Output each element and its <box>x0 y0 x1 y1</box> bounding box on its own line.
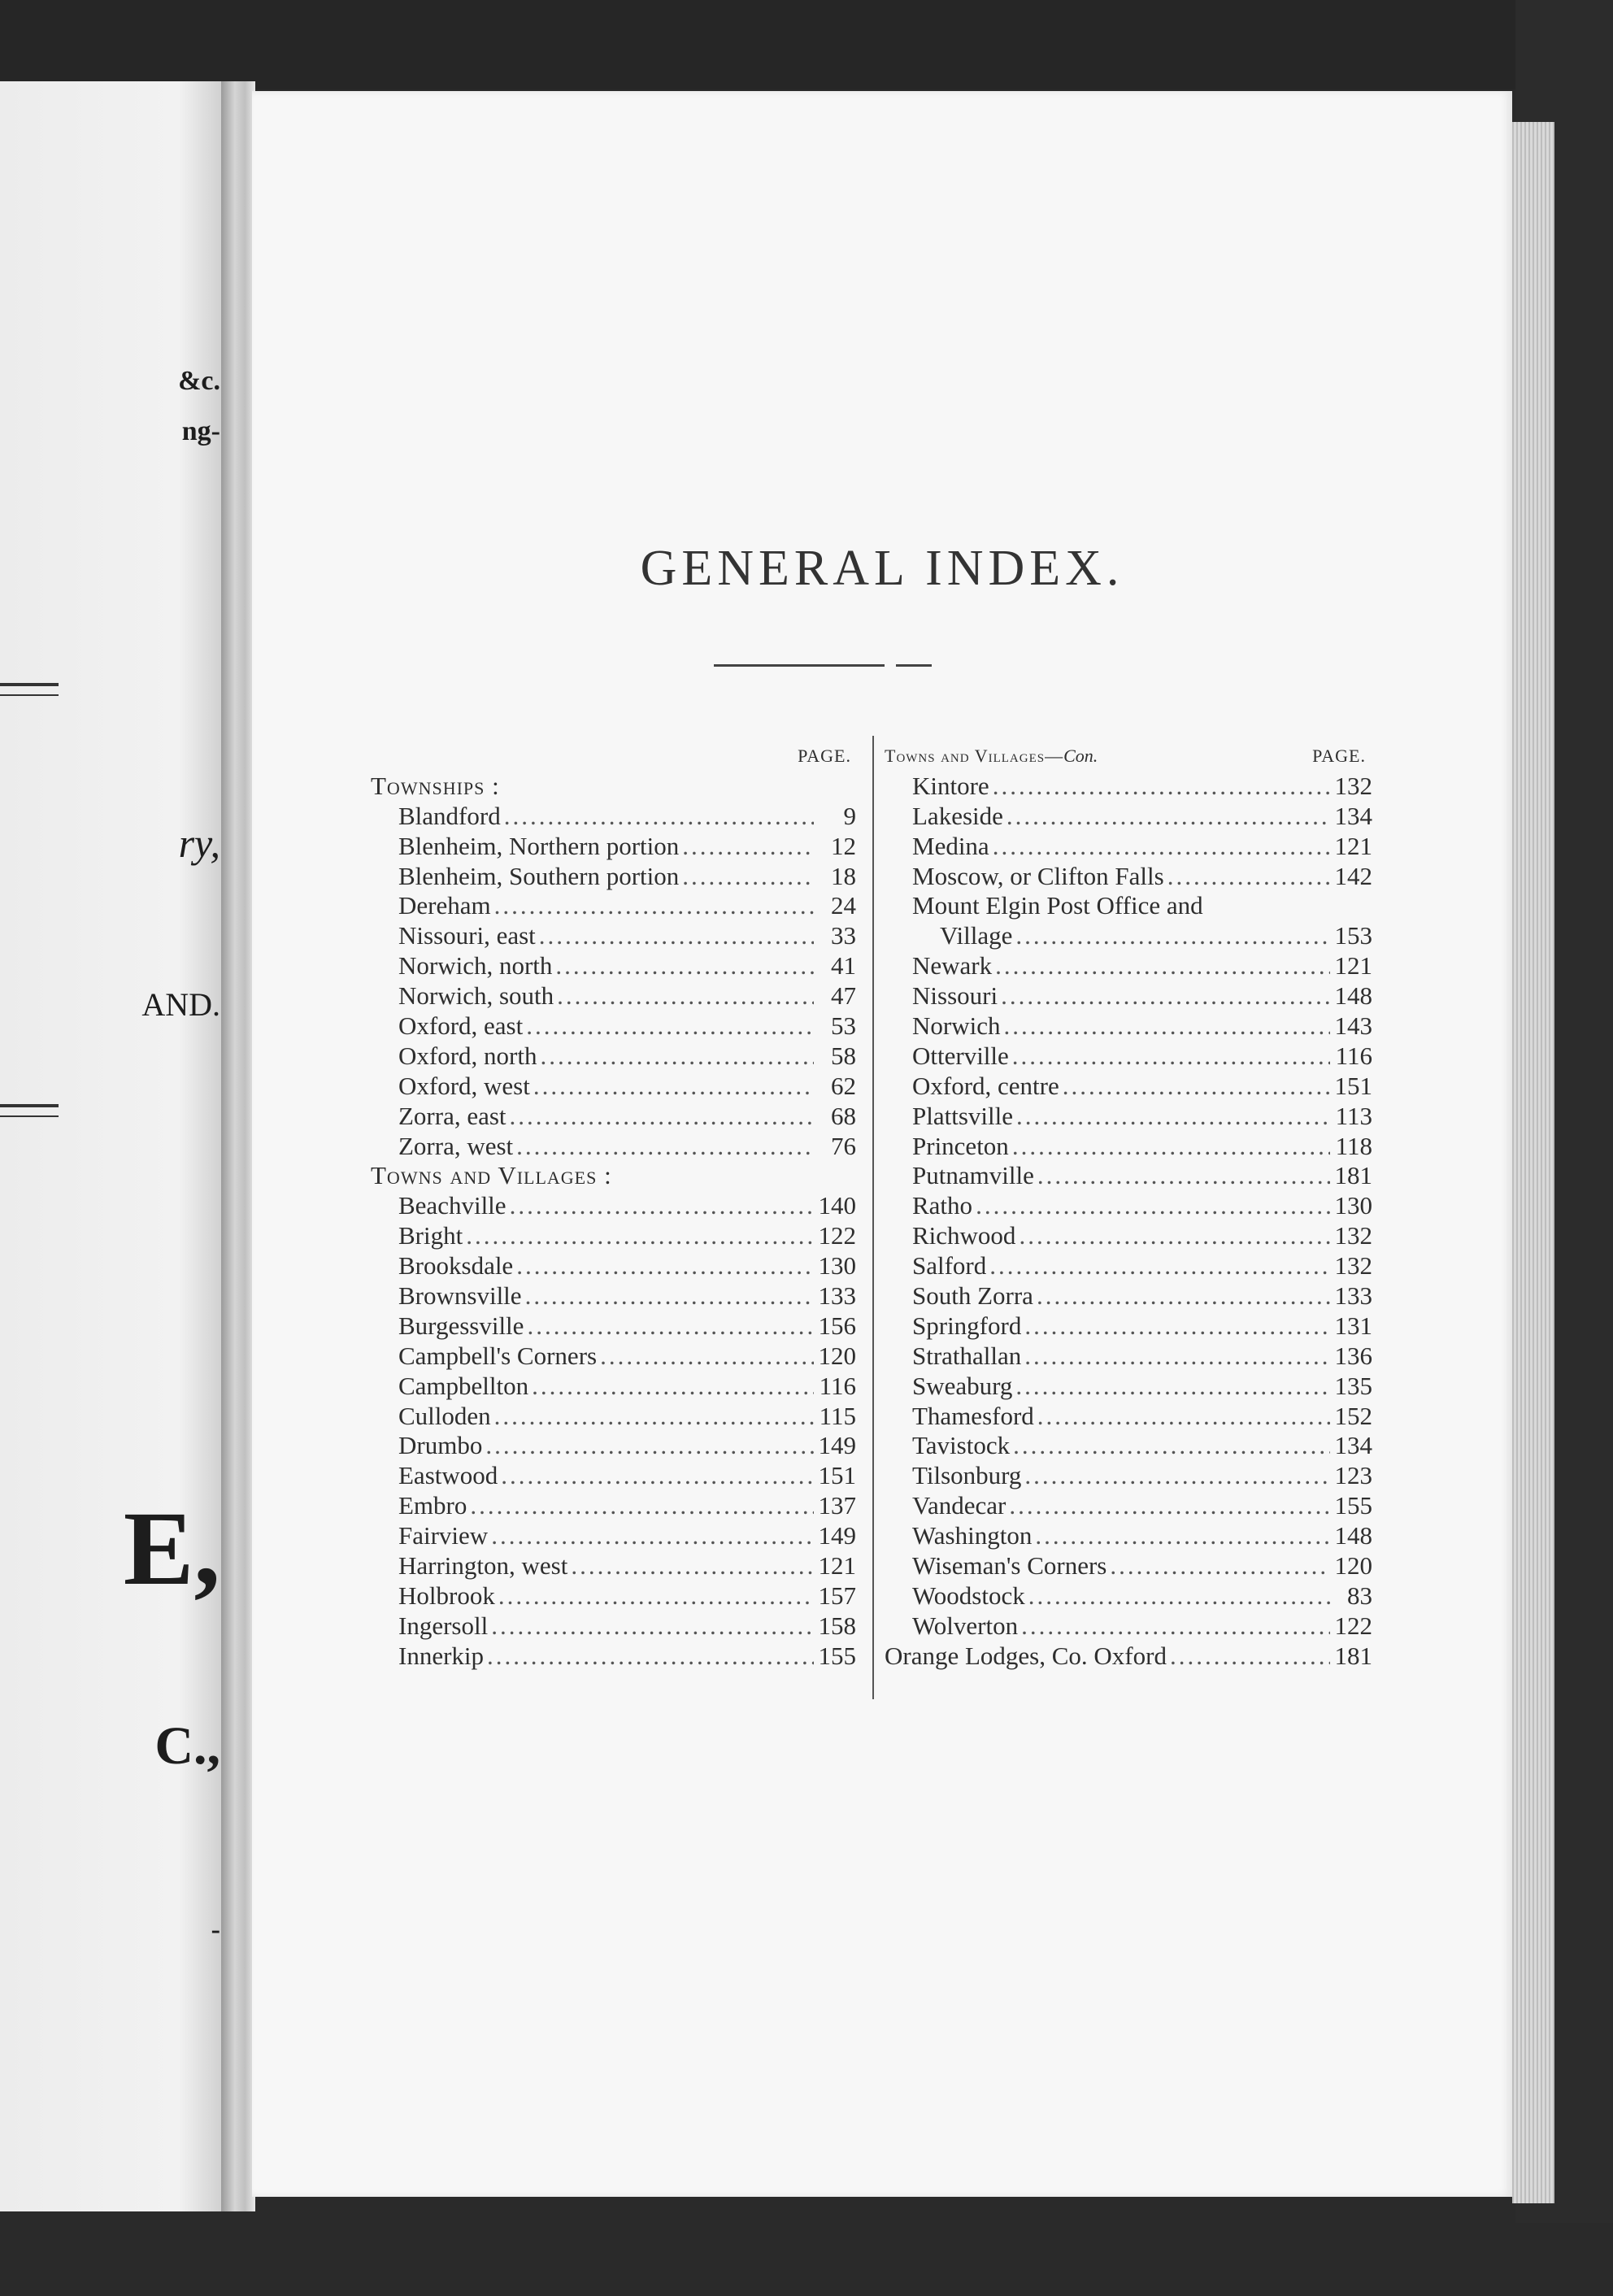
entry-name: Lakeside <box>912 801 1003 830</box>
dot-leader <box>1037 1402 1330 1432</box>
entry-page: 131 <box>1334 1311 1372 1340</box>
right-column-header <box>885 741 1372 772</box>
dot-leader <box>1009 1491 1330 1521</box>
entry-name: Oxford, west <box>398 1071 530 1100</box>
entry-page: 132 <box>1334 1251 1372 1281</box>
title-rule <box>896 664 932 667</box>
index-entry <box>885 981 1372 1011</box>
entry-name: Brownsville <box>398 1281 522 1311</box>
dot-leader <box>1170 1642 1330 1672</box>
dot-leader <box>540 1041 814 1072</box>
entry-name: Blenheim, Northern portion <box>398 831 680 860</box>
entry-page: 153 <box>1334 921 1372 950</box>
entry-name: South Zorra <box>912 1281 1033 1311</box>
index-entry <box>885 1132 1372 1162</box>
dot-leader <box>1024 1342 1330 1372</box>
index-entry <box>885 1402 1372 1432</box>
index-entry <box>371 1132 856 1162</box>
entry-name: Woodstock <box>912 1581 1025 1610</box>
entry-name: Sweaburg <box>912 1371 1013 1400</box>
entry-page: 9 <box>843 801 856 830</box>
facing-page-rule <box>0 1104 59 1117</box>
dot-leader <box>532 1372 814 1402</box>
entry-name: Wolverton <box>912 1611 1019 1640</box>
entry-page: 12 <box>831 831 856 860</box>
entry-page: 122 <box>818 1221 856 1250</box>
entry-name: Harrington, west <box>398 1551 568 1581</box>
dot-leader <box>571 1551 814 1581</box>
entry-name: Strathallan <box>912 1341 1022 1370</box>
index-entry <box>885 1461 1372 1491</box>
towns-continued-list <box>885 772 1372 892</box>
entry-page: 130 <box>818 1251 856 1281</box>
dot-leader <box>1024 1311 1330 1342</box>
towns-list <box>371 1191 856 1671</box>
entry-page: 135 <box>1334 1371 1372 1400</box>
entry-page: 24 <box>831 891 856 920</box>
dot-leader <box>557 981 814 1011</box>
index-column-right <box>885 741 1372 1672</box>
entry-page: 116 <box>819 1371 856 1400</box>
dot-leader <box>1167 862 1330 892</box>
entry-name: Washington <box>912 1521 1033 1550</box>
index-entry <box>371 862 856 892</box>
index-entry <box>885 1551 1372 1581</box>
dot-leader <box>1021 1611 1330 1642</box>
entry-page: 47 <box>831 981 856 1011</box>
entry-name: Salford <box>912 1251 987 1281</box>
entry-page: 58 <box>831 1041 856 1070</box>
entry-name: Richwood <box>912 1221 1016 1250</box>
entry-page: 122 <box>1334 1611 1372 1640</box>
facing-page-rule <box>0 683 59 696</box>
entry-name: Nissouri <box>912 981 998 1011</box>
index-entry <box>371 1402 856 1432</box>
index-entry <box>371 1342 856 1372</box>
index-entry <box>885 1372 1372 1402</box>
page-title: GENERAL INDEX. <box>640 541 1124 596</box>
scanner-background-bottom <box>0 2223 1613 2296</box>
dot-leader <box>1012 1041 1330 1072</box>
entry-page: 18 <box>831 861 856 890</box>
entry-name: Tilsonburg <box>912 1461 1022 1490</box>
index-entry <box>885 1102 1372 1132</box>
index-entry <box>885 1491 1372 1521</box>
entry-name: Embro <box>398 1491 467 1520</box>
index-entry <box>885 951 1372 981</box>
index-entry <box>885 1041 1372 1072</box>
entry-name: Vandecar <box>912 1491 1006 1520</box>
facing-page-fragment: - <box>211 1915 220 1945</box>
entry-page: 136 <box>1334 1341 1372 1370</box>
dot-leader <box>516 1251 814 1281</box>
index-entry <box>885 1161 1372 1191</box>
index-entry <box>371 1491 856 1521</box>
entry-name: Blenheim, Southern portion <box>398 861 680 890</box>
index-entry-wrapped-line: Mount Elgin Post Office and <box>912 891 1203 920</box>
entry-name: Holbrook <box>398 1581 495 1610</box>
dot-leader <box>494 1402 814 1432</box>
towns-continued-list <box>885 951 1372 1641</box>
index-entry <box>371 1072 856 1102</box>
entry-name: Orange Lodges, Co. Oxford <box>885 1641 1167 1670</box>
index-entry <box>371 1461 856 1491</box>
dot-leader <box>555 951 814 981</box>
index-entry <box>885 802 1372 832</box>
facing-page-fragment: ng- <box>181 416 220 446</box>
dot-leader <box>525 1281 814 1311</box>
entry-name: Zorra, west <box>398 1131 514 1160</box>
dot-leader <box>1037 1161 1330 1191</box>
entry-name: Moscow, or Clifton Falls <box>912 861 1164 890</box>
dot-leader <box>501 1461 814 1491</box>
book-gutter <box>221 81 255 2211</box>
page-edges <box>1512 122 1554 2203</box>
index-entry <box>885 1011 1372 1041</box>
dot-leader <box>504 802 814 832</box>
entry-page: 133 <box>1334 1281 1372 1311</box>
townships-list <box>371 802 856 1162</box>
entry-name: Brooksdale <box>398 1251 514 1281</box>
entry-page: 121 <box>818 1551 856 1581</box>
dot-leader <box>682 832 814 862</box>
entry-page: 113 <box>1335 1101 1372 1130</box>
index-entry <box>371 951 856 981</box>
entry-page: 157 <box>818 1581 856 1610</box>
entry-name: Zorra, east <box>398 1101 507 1130</box>
entry-page: 62 <box>831 1071 856 1100</box>
facing-page-fragment: AND. <box>141 986 220 1023</box>
index-entry <box>371 1642 856 1672</box>
entry-page: 132 <box>1334 1221 1372 1250</box>
index-entry <box>371 891 856 921</box>
index-entry <box>885 1191 1372 1221</box>
entry-name: Ratho <box>912 1191 973 1220</box>
entry-name: Princeton <box>912 1131 1009 1160</box>
entry-name: Oxford, east <box>398 1011 524 1041</box>
page-column-header: PAGE. <box>1312 746 1366 766</box>
heading-con: Con. <box>1063 746 1098 766</box>
entry-page: 181 <box>1334 1641 1372 1670</box>
dot-leader <box>470 1491 814 1521</box>
entry-page: 148 <box>1334 981 1372 1011</box>
dot-leader <box>682 862 814 892</box>
entry-name: Fairview <box>398 1521 489 1550</box>
dot-leader <box>1019 1221 1330 1251</box>
facing-page-fragment: C., <box>154 1716 220 1776</box>
entry-page: 120 <box>818 1341 856 1370</box>
dot-leader <box>491 1521 814 1551</box>
index-entry <box>371 921 856 951</box>
section-heading-townships: Townships : <box>371 771 500 800</box>
entry-name: Tavistock <box>912 1431 1011 1460</box>
entry-page: 116 <box>1335 1041 1372 1070</box>
dot-leader <box>1063 1072 1330 1102</box>
index-entry <box>371 1581 856 1611</box>
dot-leader <box>510 1191 814 1221</box>
index-entry <box>371 832 856 862</box>
dot-leader <box>539 921 814 951</box>
entry-page: 149 <box>818 1521 856 1550</box>
index-entry <box>371 1281 856 1311</box>
entry-page: 134 <box>1334 801 1372 830</box>
entry-name: Norwich, north <box>398 951 553 981</box>
dot-leader <box>1028 1581 1330 1611</box>
index-entry <box>371 1191 856 1221</box>
index-entry <box>885 832 1372 862</box>
dot-leader <box>1110 1551 1330 1581</box>
index-entry <box>371 1521 856 1551</box>
entry-name: Dereham <box>398 891 491 920</box>
index-entry <box>371 1102 856 1132</box>
index-entry <box>885 1072 1372 1102</box>
entry-page: 115 <box>819 1401 856 1430</box>
entry-page: 130 <box>1334 1191 1372 1220</box>
dot-leader <box>485 1431 814 1461</box>
entry-page: 76 <box>831 1131 856 1160</box>
dot-leader <box>1015 921 1330 951</box>
entry-name: Wiseman's Corners <box>912 1551 1107 1581</box>
entry-name: Blandford <box>398 801 501 830</box>
entry-name: Otterville <box>912 1041 1009 1070</box>
entry-page: 33 <box>831 921 856 950</box>
heading-text: Towns and Villages— <box>885 746 1064 766</box>
entry-name: Campbellton <box>398 1371 529 1400</box>
title-rule <box>714 664 885 667</box>
dot-leader <box>516 1132 814 1162</box>
dot-leader <box>600 1342 814 1372</box>
dot-leader <box>466 1221 814 1251</box>
dot-leader <box>533 1072 814 1102</box>
column-divider <box>872 736 874 1699</box>
entry-page: 123 <box>1334 1461 1372 1490</box>
dot-leader <box>1003 1011 1330 1041</box>
index-entry <box>371 1311 856 1342</box>
index-entry <box>371 1551 856 1581</box>
entry-name: Thamesford <box>912 1401 1034 1430</box>
dot-leader <box>1037 1281 1330 1311</box>
entry-page: 137 <box>818 1491 856 1520</box>
dot-leader <box>1015 1372 1330 1402</box>
index-entry <box>885 1642 1372 1672</box>
index-entry <box>371 1611 856 1642</box>
entry-page: 155 <box>818 1641 856 1670</box>
dot-leader <box>993 832 1330 862</box>
index-entry <box>885 1581 1372 1611</box>
index-entry <box>885 1342 1372 1372</box>
entry-name: Putnamville <box>912 1161 1034 1190</box>
entry-page: 133 <box>818 1281 856 1311</box>
dot-leader <box>1035 1521 1330 1551</box>
entry-name: Bright <box>398 1221 463 1250</box>
page-column-header: PAGE. <box>798 746 851 766</box>
dot-leader <box>526 1011 814 1041</box>
entry-page: 121 <box>1334 951 1372 981</box>
entry-page: 134 <box>1334 1431 1372 1460</box>
entry-name: Norwich <box>912 1011 1001 1041</box>
entry-page: 148 <box>1334 1521 1372 1550</box>
index-entry <box>885 1611 1372 1642</box>
entry-page: 118 <box>1335 1131 1372 1160</box>
entry-name: Burgessville <box>398 1311 524 1340</box>
entry-name: Medina <box>912 831 989 860</box>
index-entry <box>371 1221 856 1251</box>
dot-leader <box>487 1642 814 1672</box>
entry-page: 142 <box>1334 861 1372 890</box>
dot-leader <box>1016 1102 1330 1132</box>
index-entry <box>885 1221 1372 1251</box>
facing-page-fragment: &c. <box>178 366 220 396</box>
index-entry <box>885 1431 1372 1461</box>
index-entry <box>371 1011 856 1041</box>
index-column-left <box>371 741 856 1672</box>
facing-page-fragment: E, <box>123 1490 220 1607</box>
dot-leader <box>995 951 1330 981</box>
entry-page: 83 <box>1347 1581 1372 1610</box>
entry-name: Beachville <box>398 1191 507 1220</box>
scanner-background-top <box>0 0 1613 89</box>
dot-leader <box>527 1311 814 1342</box>
index-entry <box>885 1251 1372 1281</box>
dot-leader <box>976 1191 1330 1221</box>
entry-page: 151 <box>1334 1071 1372 1100</box>
index-entry <box>885 921 1372 951</box>
entry-name: Eastwood <box>398 1461 498 1490</box>
index-entry <box>371 1431 856 1461</box>
entry-page: 121 <box>1334 831 1372 860</box>
dot-leader <box>491 1611 814 1642</box>
index-entry <box>371 981 856 1011</box>
entry-page: 158 <box>818 1611 856 1640</box>
section-heading-towns: Towns and Villages : <box>371 1161 612 1190</box>
entry-page: 132 <box>1334 771 1372 800</box>
entry-name: Kintore <box>912 771 989 800</box>
index-entry <box>885 862 1372 892</box>
entry-name: Ingersoll <box>398 1611 489 1640</box>
entry-page: 68 <box>831 1101 856 1130</box>
dot-leader <box>1012 1132 1330 1162</box>
entry-page: 140 <box>818 1191 856 1220</box>
dot-leader <box>494 891 814 921</box>
dot-leader <box>989 1251 1330 1281</box>
entry-name: Drumbo <box>398 1431 483 1460</box>
entry-page: 152 <box>1334 1401 1372 1430</box>
dot-leader <box>1024 1461 1330 1491</box>
entry-page: 149 <box>818 1431 856 1460</box>
entry-name: Campbell's Corners <box>398 1341 598 1370</box>
dot-leader <box>993 772 1330 802</box>
index-page <box>252 91 1512 2197</box>
index-entry <box>371 1251 856 1281</box>
entry-page: 156 <box>818 1311 856 1340</box>
dot-leader <box>510 1102 814 1132</box>
entry-name: Oxford, centre <box>912 1071 1059 1100</box>
entry-page: 151 <box>818 1461 856 1490</box>
index-entry <box>371 802 856 832</box>
index-entry <box>371 1041 856 1072</box>
entry-name: Newark <box>912 951 993 981</box>
entry-page: 53 <box>831 1011 856 1041</box>
facing-page <box>0 81 224 2211</box>
index-entry <box>885 1281 1372 1311</box>
entry-name: Nissouri, east <box>398 921 536 950</box>
entry-page: 181 <box>1334 1161 1372 1190</box>
dot-leader <box>1013 1431 1330 1461</box>
dot-leader <box>1001 981 1330 1011</box>
entry-page: 143 <box>1334 1011 1372 1041</box>
entry-page: 41 <box>831 951 856 981</box>
index-entry <box>885 1311 1372 1342</box>
dot-leader <box>1006 802 1330 832</box>
entry-name: Innerkip <box>398 1641 485 1670</box>
index-entry <box>371 1372 856 1402</box>
entry-name: Norwich, south <box>398 981 554 1011</box>
entry-page: 155 <box>1334 1491 1372 1520</box>
entry-name: Culloden <box>398 1401 491 1430</box>
entry-name: Oxford, north <box>398 1041 537 1070</box>
entry-page: 120 <box>1334 1551 1372 1581</box>
section-heading-towns-continued <box>885 741 1098 772</box>
entry-name: Village <box>940 921 1013 950</box>
facing-page-fragment: ry, <box>178 820 220 866</box>
entry-name: Plattsville <box>912 1101 1013 1130</box>
index-entry <box>885 1521 1372 1551</box>
entry-name: Springford <box>912 1311 1022 1340</box>
index-entry <box>885 772 1372 802</box>
dot-leader <box>498 1581 814 1611</box>
